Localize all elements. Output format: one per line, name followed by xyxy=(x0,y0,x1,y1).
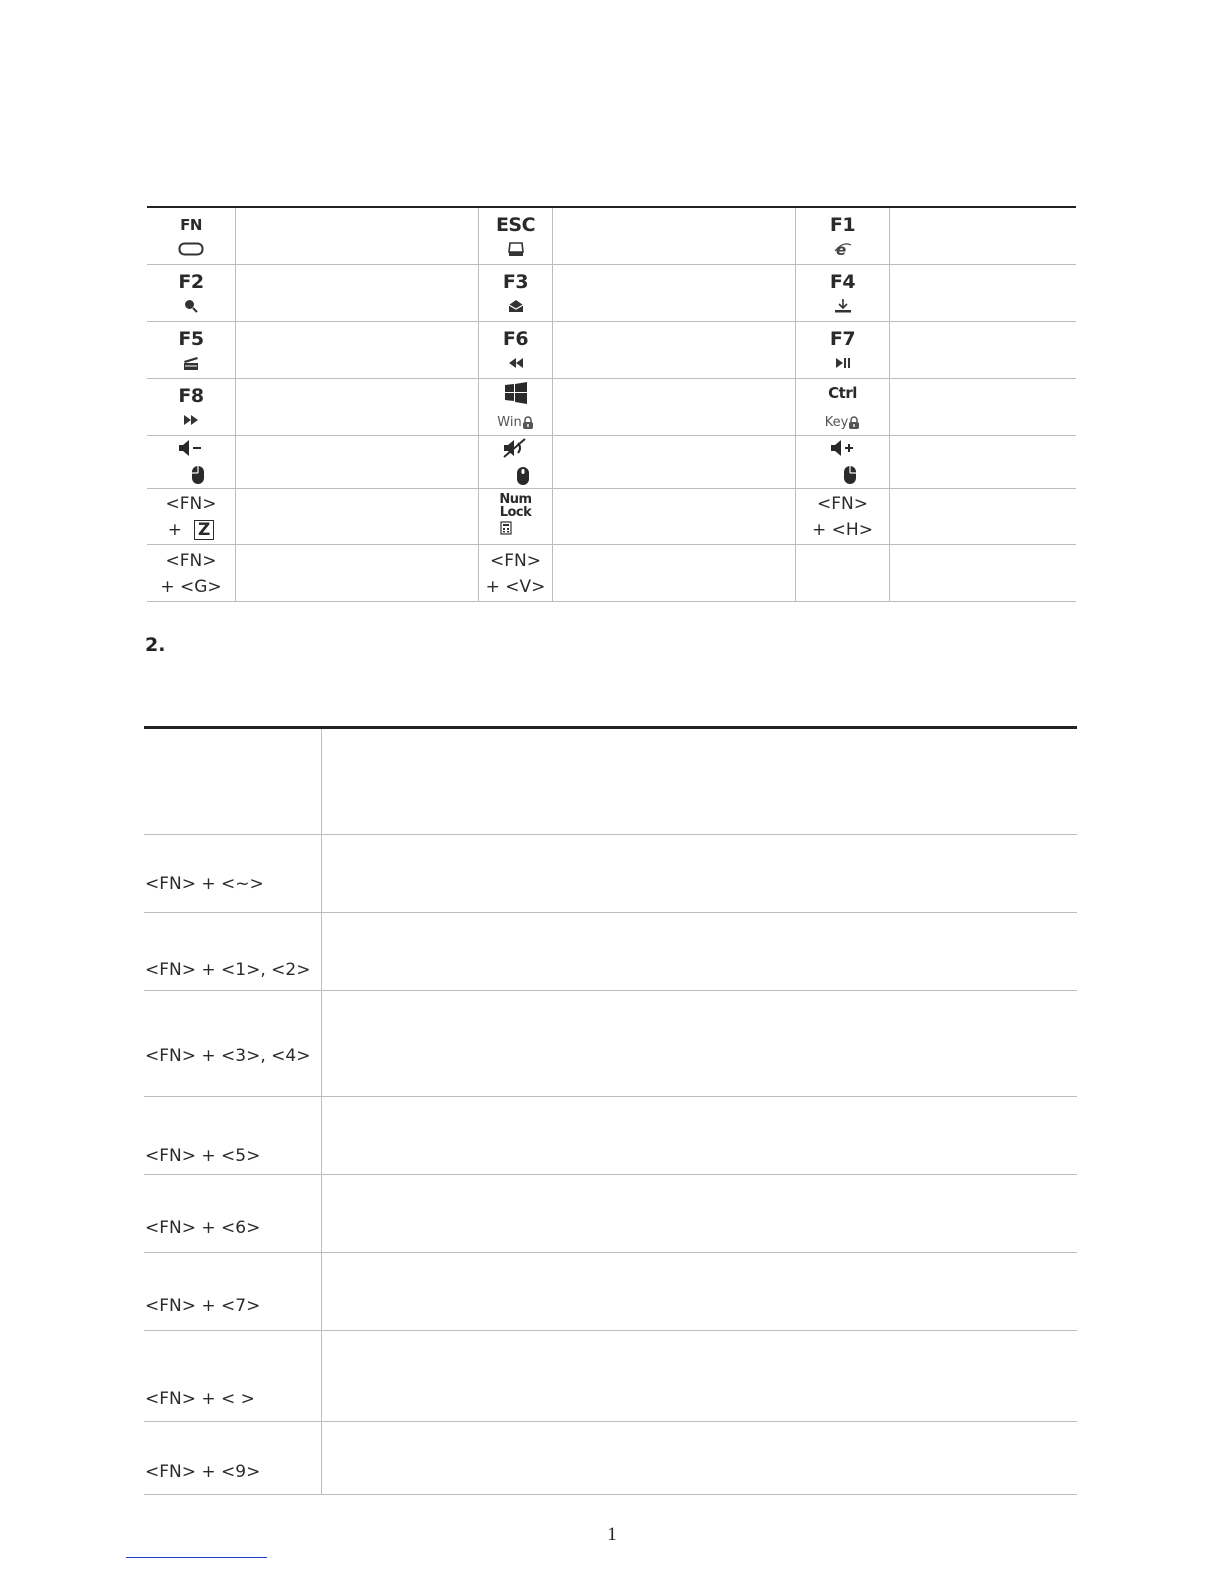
key-icon-table xyxy=(147,206,1076,602)
key-combo: + <V> xyxy=(485,576,546,597)
shortcut-description xyxy=(322,913,1077,990)
z-key: Z xyxy=(194,520,214,540)
key-label: <FN> xyxy=(490,550,541,571)
table-row xyxy=(147,489,1076,545)
description-cell xyxy=(890,379,1076,435)
key-text: Key xyxy=(824,414,849,430)
key-label: <FN> xyxy=(165,550,217,571)
description-cell xyxy=(236,545,479,601)
mouse-icon xyxy=(501,466,531,486)
key-cell xyxy=(147,265,236,321)
key-cell xyxy=(796,489,890,544)
mouse-icon xyxy=(176,465,206,485)
table-row xyxy=(144,1175,1077,1253)
table-row xyxy=(147,436,1076,489)
description-cell xyxy=(236,265,479,321)
table-row xyxy=(144,835,1077,913)
win-text: Win xyxy=(497,414,522,430)
key-label-2: Lock xyxy=(499,505,532,520)
rewind-icon xyxy=(507,353,525,373)
key-label: FN xyxy=(180,215,202,234)
key-cell xyxy=(147,436,236,488)
shortcut-description xyxy=(322,1253,1077,1330)
svg-text:e: e xyxy=(835,240,846,257)
description-cell xyxy=(553,322,796,378)
key-label: <FN> xyxy=(165,494,217,514)
description-cell xyxy=(890,489,1076,544)
shortcut-key: <FN> + <3>, <4> xyxy=(144,991,322,1096)
table-row xyxy=(144,729,1077,835)
shortcut-key: <FN> + <6> xyxy=(144,1175,322,1252)
key-combo: + <G> xyxy=(160,576,222,597)
volume-down-icon xyxy=(178,439,204,462)
description-cell xyxy=(236,379,479,435)
table-row xyxy=(147,322,1076,379)
key-cell xyxy=(147,379,236,435)
key-label: ESC xyxy=(495,213,536,236)
key-label: F8 xyxy=(178,384,204,407)
key-cell xyxy=(479,379,553,435)
key-label: F1 xyxy=(829,213,856,236)
calculator-icon xyxy=(500,521,512,540)
key-cell xyxy=(147,489,236,544)
mail-icon xyxy=(507,296,525,316)
win-lock-indicator xyxy=(497,412,533,432)
key-combo xyxy=(168,520,215,540)
key-cell xyxy=(479,322,553,378)
shortcut-key: <FN> + < > xyxy=(144,1331,322,1421)
table-row xyxy=(144,1331,1077,1422)
lock-icon xyxy=(522,416,534,429)
key-cell xyxy=(796,545,890,601)
key-cell xyxy=(796,208,890,264)
shortcut-key: <FN> + <5> xyxy=(144,1097,322,1174)
description-cell xyxy=(890,545,1076,601)
description-cell xyxy=(553,489,796,544)
shortcut-key: <FN> + <1>, <2> xyxy=(144,913,322,990)
key-lock-indicator xyxy=(825,412,861,432)
description-cell xyxy=(553,436,796,488)
description-cell xyxy=(236,436,479,488)
footer-link-underline[interactable] xyxy=(126,1557,267,1558)
key-label: Ctrl xyxy=(828,384,857,402)
description-cell xyxy=(236,489,479,544)
description-cell xyxy=(553,545,796,601)
key-cell xyxy=(479,489,553,544)
key-cell xyxy=(479,436,553,488)
page-number: 1 xyxy=(607,1524,617,1545)
table-row xyxy=(144,991,1077,1097)
key-label: Num xyxy=(499,492,532,507)
description-cell xyxy=(553,379,796,435)
shortcut-key: <FN> + <~> xyxy=(144,835,322,912)
description-cell xyxy=(553,265,796,321)
fast-forward-icon xyxy=(182,410,200,430)
key-cell xyxy=(796,436,890,488)
shortcut-key: <FN> + <9> xyxy=(144,1422,322,1494)
key-label: F7 xyxy=(829,327,856,350)
key-cell xyxy=(147,322,236,378)
shortcut-description xyxy=(322,1422,1077,1494)
browser-e-icon xyxy=(834,239,852,259)
media-icon xyxy=(182,353,200,373)
table-row xyxy=(147,379,1076,436)
shortcut-description xyxy=(322,729,1077,834)
mouse-icon xyxy=(828,465,858,485)
key-cell xyxy=(796,322,890,378)
description-cell xyxy=(890,436,1076,488)
key-label: <FN> xyxy=(817,494,868,514)
key-label: F4 xyxy=(829,270,856,293)
key-cell xyxy=(479,265,553,321)
key-cell xyxy=(796,379,890,435)
key-cell xyxy=(479,208,553,264)
key-combo: + <H> xyxy=(812,520,873,540)
shortcut-description xyxy=(322,1097,1077,1174)
windows-icon xyxy=(504,382,528,409)
key-label: F5 xyxy=(178,327,204,350)
table-row xyxy=(147,208,1076,265)
key-label: F6 xyxy=(502,327,529,350)
plus-sign: + xyxy=(167,520,182,540)
key-cell xyxy=(147,208,236,264)
shortcut-description xyxy=(322,991,1077,1096)
table-row xyxy=(147,265,1076,322)
drive-icon xyxy=(507,239,525,259)
description-cell xyxy=(890,265,1076,321)
section-number: 2. xyxy=(145,634,166,656)
table-row xyxy=(147,545,1076,602)
description-cell xyxy=(236,208,479,264)
table-row xyxy=(144,913,1077,991)
mute-icon xyxy=(503,438,529,463)
search-icon xyxy=(183,296,199,316)
lock-icon xyxy=(848,416,860,429)
description-cell xyxy=(553,208,796,264)
rounded-rect-icon xyxy=(178,239,204,259)
key-label: F3 xyxy=(502,270,529,293)
volume-up-icon xyxy=(830,439,856,462)
key-cell xyxy=(796,265,890,321)
table-row xyxy=(144,1422,1077,1495)
table-row xyxy=(144,1097,1077,1175)
key-cell xyxy=(147,545,236,601)
description-cell xyxy=(890,208,1076,264)
key-label: F2 xyxy=(178,270,204,293)
play-pause-icon xyxy=(834,353,852,373)
shortcut-description xyxy=(322,835,1077,912)
shortcut-table xyxy=(144,726,1077,1495)
table-row xyxy=(144,1253,1077,1331)
download-icon xyxy=(834,296,852,316)
shortcut-description xyxy=(322,1331,1077,1421)
shortcut-key xyxy=(144,729,322,834)
description-cell xyxy=(236,322,479,378)
shortcut-description xyxy=(322,1175,1077,1252)
shortcut-key: <FN> + <7> xyxy=(144,1253,322,1330)
key-cell xyxy=(479,545,553,601)
description-cell xyxy=(890,322,1076,378)
